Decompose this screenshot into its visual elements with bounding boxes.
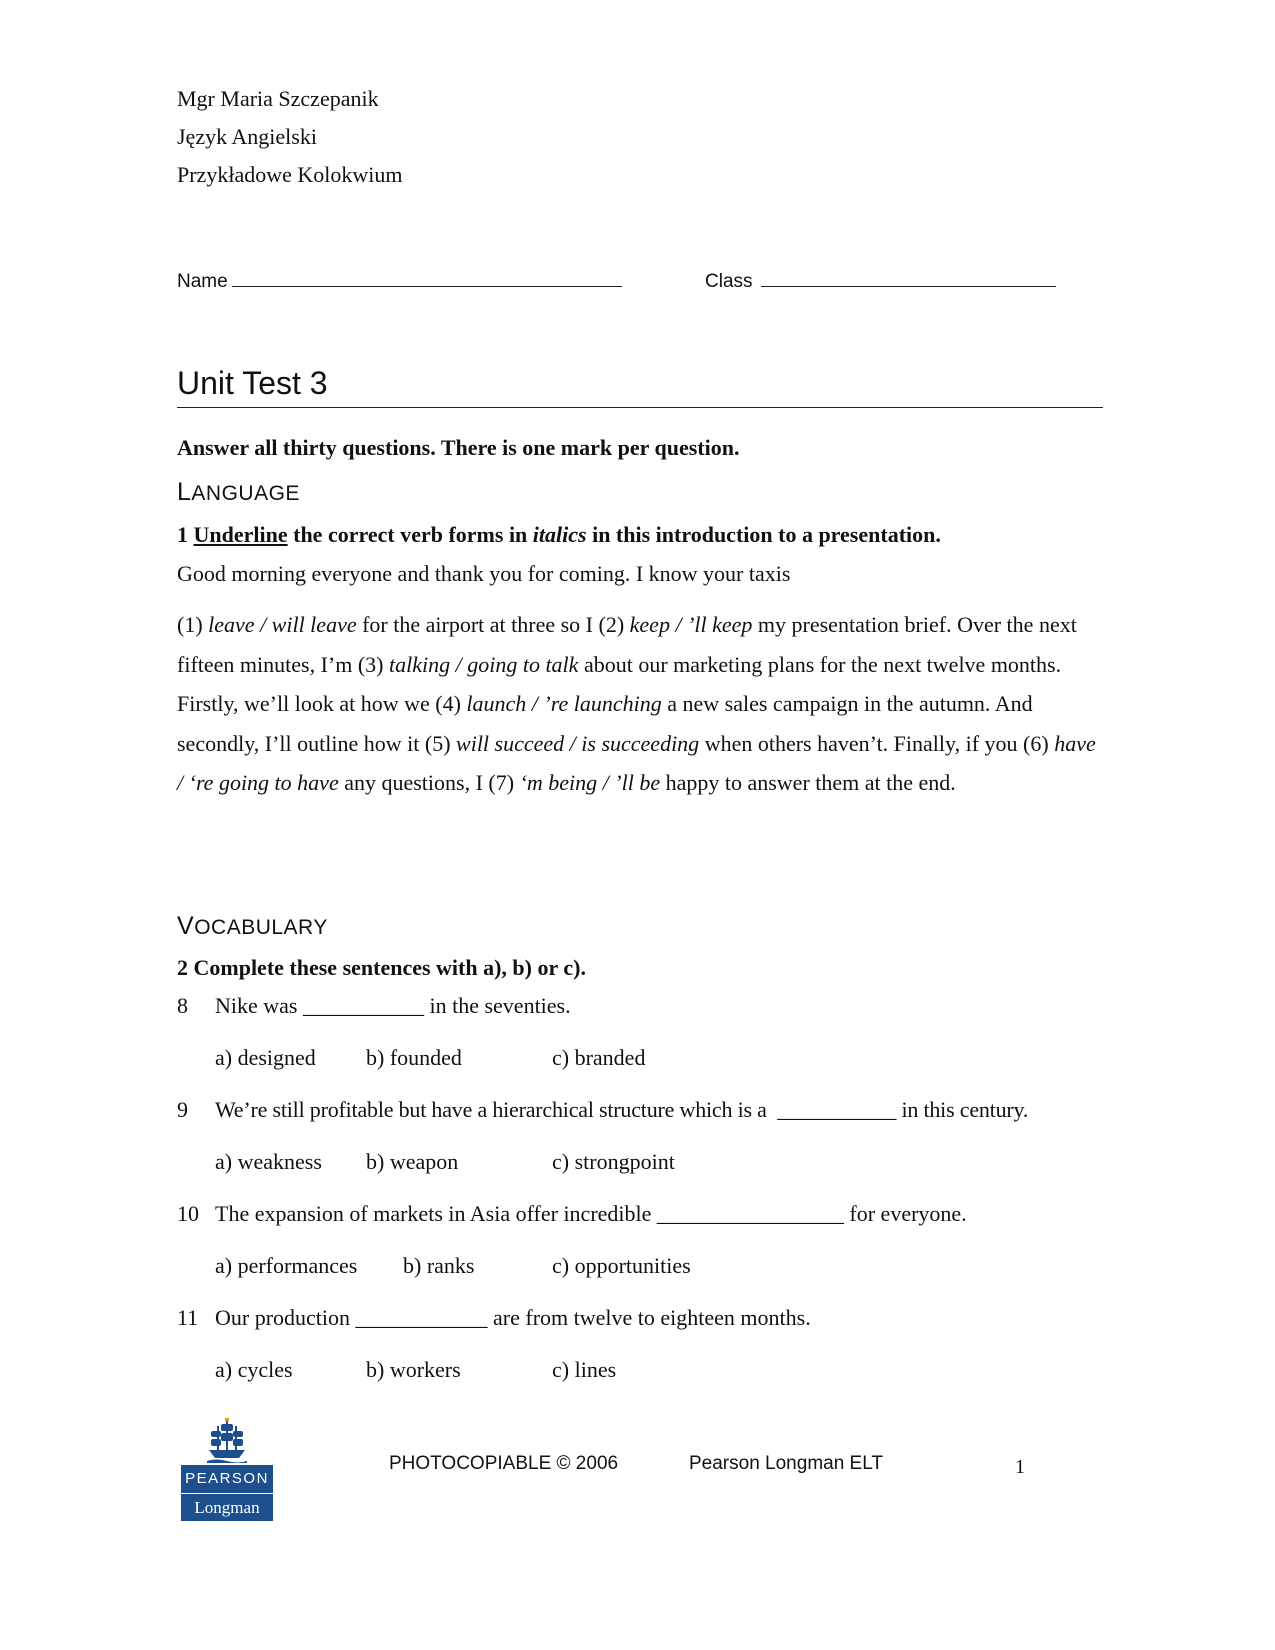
question-number: 11 <box>177 1305 199 1330</box>
passage-text: when others haven’t. Finally, if you (6) <box>699 730 1055 756</box>
name-field[interactable] <box>177 271 622 293</box>
verb-choice-6[interactable]: have / ‘re going to have <box>177 730 1096 795</box>
document-type: Przykładowe Kolokwium <box>177 162 403 187</box>
option-c[interactable]: c) lines <box>552 1357 617 1382</box>
intro-line: Good morning everyone and thank you for coming. I know your taxis <box>177 561 791 586</box>
verb-choice-4[interactable]: launch / ’re launching <box>466 691 662 716</box>
question-text <box>215 993 571 1019</box>
task-1-passage <box>177 605 1097 803</box>
passage-text: for the airport at three so I (2) <box>356 612 630 637</box>
question-text <box>215 1097 1028 1123</box>
question-tail: are from twelve to eighteen months. <box>493 1305 811 1330</box>
question-number: 9 <box>177 1097 188 1122</box>
verb-choice-5[interactable]: will succeed / is succeeding <box>456 730 700 756</box>
class-label: Class <box>705 271 753 292</box>
verb-choice-2[interactable]: keep / ’ll keep <box>629 612 753 637</box>
option-b[interactable]: b) workers <box>366 1357 461 1382</box>
option-a[interactable]: a) designed <box>215 1045 316 1070</box>
task-1-italics-word: italics <box>532 522 587 547</box>
answer-blank[interactable]: _________________ <box>656 1201 844 1226</box>
question-stem: The expansion of markets in Asia offer incredible <box>215 1201 652 1226</box>
page-number: 1 <box>1015 1456 1025 1478</box>
option-c[interactable]: c) strongpoint <box>552 1149 675 1174</box>
vocabulary-heading <box>177 912 328 941</box>
name-label: Name <box>177 271 228 292</box>
logo-top-text: PEARSON <box>181 1465 273 1494</box>
question-tail: in the seventies. <box>429 993 571 1018</box>
question-number: 8 <box>177 993 188 1018</box>
question-text <box>215 1305 811 1331</box>
task-1-underline-word: Underline <box>193 522 288 547</box>
option-a[interactable]: a) cycles <box>215 1357 293 1382</box>
answer-blank[interactable]: ___________ <box>302 993 424 1018</box>
language-heading-rest: ANGUAGE <box>191 482 300 505</box>
question-stem: We’re still profitable but have a hierarchical structure which is a <box>215 1097 767 1122</box>
passage-text: any questions, I (7) <box>338 770 520 795</box>
answer-blank[interactable]: ___________ <box>777 1097 897 1122</box>
photocopiable-notice: PHOTOCOPIABLE © 2006 <box>389 1453 619 1474</box>
language-heading <box>177 478 300 507</box>
page-title: Unit Test 3 <box>177 365 328 401</box>
option-b[interactable]: b) founded <box>366 1045 462 1070</box>
task-1-number: 1 <box>177 522 188 547</box>
task-1-mid: the correct verb forms in <box>293 522 528 547</box>
option-b[interactable]: b) weapon <box>366 1149 459 1174</box>
question-text <box>215 1201 967 1227</box>
vocabulary-heading-initial: V <box>177 912 195 940</box>
question-stem: Nike was <box>215 993 298 1018</box>
verb-choice-3[interactable]: talking / going to talk <box>389 651 579 677</box>
question-number: 10 <box>177 1201 199 1226</box>
answer-blank[interactable]: ____________ <box>355 1305 488 1330</box>
ship-icon <box>205 1418 249 1469</box>
language-heading-initial: L <box>177 478 192 506</box>
publisher-name: Pearson Longman ELT <box>689 1453 883 1474</box>
vocabulary-heading-rest: OCABULARY <box>194 916 328 939</box>
option-c[interactable]: c) opportunities <box>552 1253 691 1278</box>
task-1-end: in this introduction to a presentation. <box>592 522 941 547</box>
class-field[interactable] <box>705 271 1056 293</box>
verb-choice-1[interactable]: leave / will leave <box>208 612 357 637</box>
publisher-logo <box>181 1465 273 1521</box>
title-rule <box>177 407 1103 408</box>
option-a[interactable]: a) weakness <box>215 1149 322 1174</box>
author-name: Mgr Maria Szczepanik <box>177 86 379 111</box>
option-c[interactable]: c) branded <box>552 1045 646 1070</box>
passage-text: about our marketing plans for the next twelve months. Firstly, we’ll look at how we (4) <box>177 651 1062 716</box>
logo-bottom-text: Longman <box>194 1498 260 1517</box>
passage-text: a new sales campaign in the autumn. And secondly, I’ll outline how it (5) <box>177 691 1033 756</box>
name-blank-line[interactable] <box>232 286 622 287</box>
passage-text: (1) <box>177 612 209 637</box>
question-tail: in this century. <box>901 1097 1029 1122</box>
task-1-instruction <box>177 522 941 548</box>
subject: Język Angielski <box>177 124 317 149</box>
question-tail: for everyone. <box>849 1201 967 1226</box>
class-blank-line[interactable] <box>761 286 1056 287</box>
passage-text: happy to answer them at the end. <box>660 770 956 795</box>
verb-choice-7[interactable]: ‘m being / ’ll be <box>519 770 661 795</box>
question-stem: Our production <box>215 1305 351 1330</box>
instruction: Answer all thirty questions. There is one mark per question. <box>177 435 740 460</box>
option-b[interactable]: b) ranks <box>403 1253 475 1278</box>
option-a[interactable]: a) performances <box>215 1253 358 1278</box>
task-2-instruction: 2 Complete these sentences with a), b) or c). <box>177 955 586 980</box>
passage-text: my presentation brief. Over the next fifteen minutes, I’m (3) <box>177 612 1077 677</box>
